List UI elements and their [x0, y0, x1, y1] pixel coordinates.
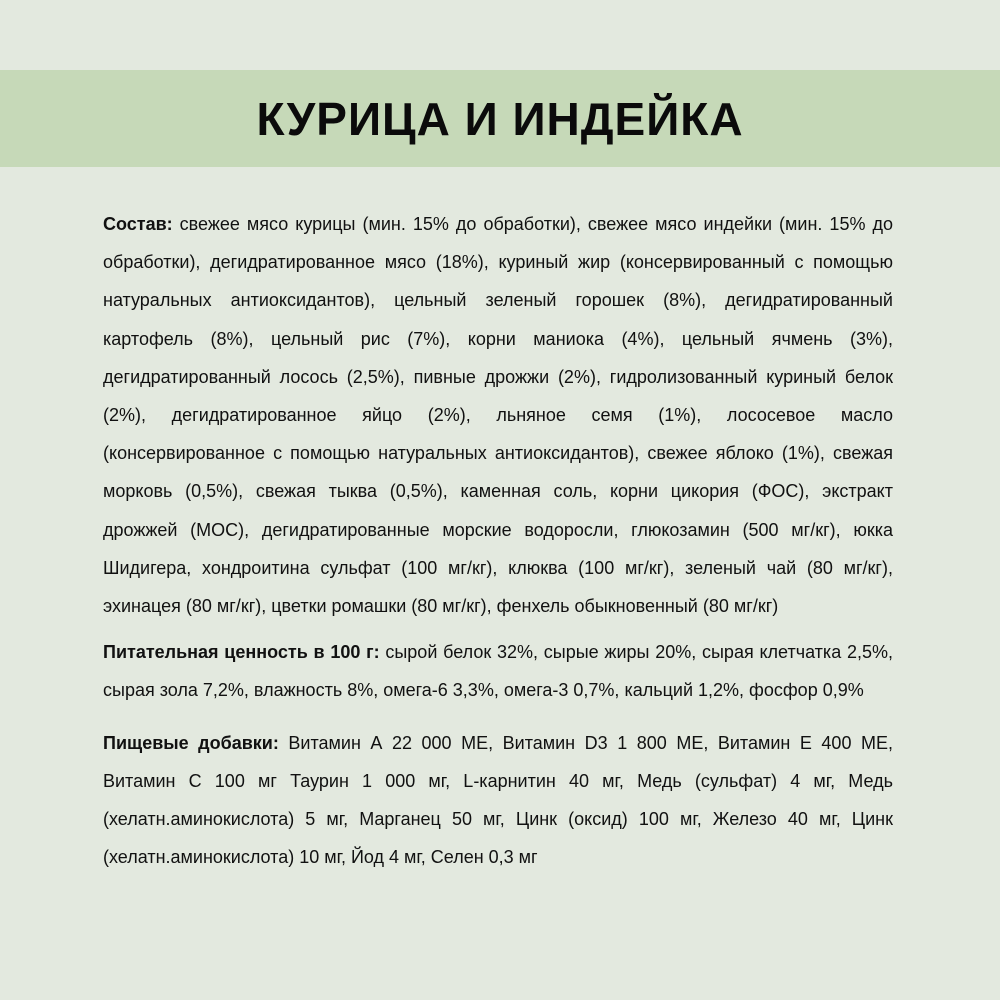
- additives-label: Пищевые добавки:: [103, 732, 279, 753]
- title-banner: [0, 70, 1000, 167]
- nutrition-text: сырой белок 32%, сырые жиры 20%, сырая клетчатка 2,5%, сырая зола 7,2%, влажность 8%, омега-6 3,3%, омега-3 0,7%, кальций 1,2%, фосфор 0,9%: [103, 642, 893, 701]
- ingredients-content: [103, 205, 893, 884]
- nutrition-label: Питательная ценность в 100 г:: [103, 642, 380, 663]
- additives-text: Витамин А 22 000 МЕ, Витамин D3 1 800 МЕ, Витамин Е 400 МЕ, Витамин С 100 мг Таурин 1 000 мг, L-карнитин 40 мг, Медь (сульфат) 4 мг, Медь (хелатн.аминокислота) 5 мг, Марганец 50 мг, Цинк (оксид) 100 мг, Железо 40 мг, Цинк (хелатн.аминокислота) 10 мг, Йод 4 мг, Селен 0,3 мг: [103, 732, 893, 868]
- composition-paragraph: [103, 205, 893, 625]
- nutrition-paragraph: [103, 633, 893, 709]
- additives-paragraph: [103, 724, 893, 877]
- composition-label: Состав:: [103, 214, 173, 234]
- composition-text: свежее мясо курицы (мин. 15% до обработки), свежее мясо индейки (мин. 15% до обработки), дегидратированное мясо (18%), куриный жир (консервированный с помощью натуральных антиоксидантов), цельный зеленый горошек (8%), дегидратированный картофель (8%), цельный рис (7%), корни маниока (4%), цельный ячмень (3%), дегидратированный лосось (2,5%), пивные дрожжи (2%), гидролизованный куриный белок (2%), дегидратированное яйцо (2%), льняное семя (1%), лососевое масло (консервированное с помощью натуральных антиоксидантов), свежее яблоко (1%), свежая морковь (0,5%), свежая тыква (0,5%), каменная соль, корни цикория (ФОС), экстракт дрожжей (МОС), дегидратированные морские водоросли, глюкозамин (500 мг/кг), юкка Шидигера, хондроитина сульфат (100 мг/кг), клюква (100 мг/кг), зеленый чай (80 мг/кг), эхинацея (80 мг/кг), цветки ромашки (80 мг/кг), фенхель обыкновенный (80 мг/кг): [103, 214, 893, 617]
- page-title: КУРИЦА И ИНДЕЙКА: [256, 92, 744, 145]
